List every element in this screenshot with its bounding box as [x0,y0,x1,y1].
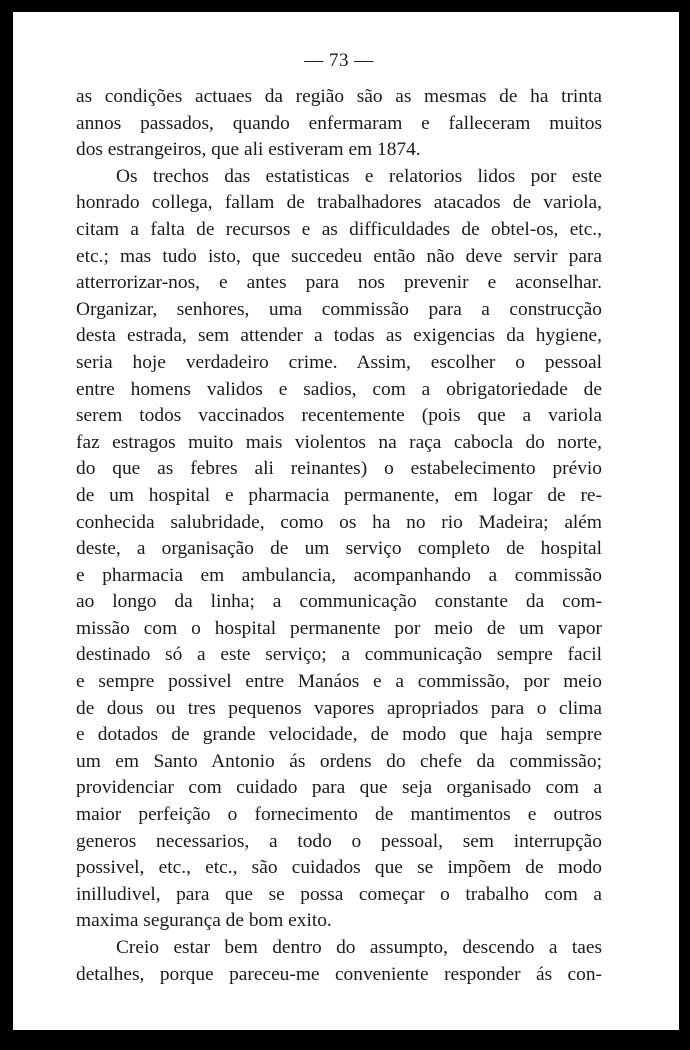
text-line: faz estragos muito mais violentos na raça cabocla do norte, [76,431,602,453]
text-line: etc.; mas tudo isto, que succedeu então não deve servir para [76,245,602,267]
page-number: — 73 — [304,50,374,71]
text-line: de dous ou tres pequenos vapores apropriados para o clima [76,697,602,719]
text-line: maior perfeição o fornecimento de mantimentos e outros [76,804,602,826]
text-line: as condições actuaes da região são as mesmas de ha trinta [76,86,602,107]
text-line: Creio estar bem dentro do assumpto, descendo a taes [116,937,602,958]
text-line: honrado collega, fallam de trabalhadores atacados de variola, [76,192,602,214]
text-line: seria hoje verdadeiro crime. Assim, escolher o pessoal [76,351,602,373]
text-line: possivel, etc., etc., são cuidados que se impõem de modo [76,857,602,879]
text-line: ao longo da linha; a communicação constante da com- [76,591,602,613]
paragraph-2 [76,164,602,935]
text-line: annos passados, quando enfermaram e falleceram muitos [76,112,602,134]
text-line: maxima segurança de bom exito. [76,910,332,932]
text-line: serem todos vaccinados recentemente (pois que a variola [76,405,602,427]
text-line: conhecida salubridade, como os ha no rio Madeira; além [76,511,602,533]
text-line: citam a falta de recursos e as difficuldades de obtel-os, etc., [76,218,602,240]
text-line: e dotados de grande velocidade, de modo que haja sempre [76,724,602,746]
text-line: detalhes, porque pareceu-me conveniente responder ás con- [76,963,602,985]
text-line: do que as febres ali reinantes) o estabelecimento prévio [76,458,602,480]
text-line: inilludivel, para que se possa começar o trabalho com a [76,883,602,905]
text-line: um em Santo Antonio ás ordens do chefe da commissão; [76,750,602,772]
paragraph-3 [76,935,602,988]
text-line: missão com o hospital permanente por meio de um vapor [76,617,602,639]
text-line: generos necessarios, a todo o pessoal, sem interrupção [76,830,602,852]
document-page [76,48,602,988]
text-line: destinado só a este serviço; a communicação sempre facil [76,644,602,666]
text-line: e pharmacia em ambulancia, acompanhando a commissão [76,564,602,586]
text-line: providenciar com cuidado para que seja organisado com a [76,777,602,799]
text-line: deste, a organisação de um serviço completo de hospital [76,538,602,560]
paragraph-1 [76,84,602,164]
text-line: desta estrada, sem attender a todas as exigencias da hygiene, [76,325,602,347]
text-line: atterrorizar-nos, e antes para nos prevenir e aconselhar. [76,272,602,294]
text-line: e sempre possivel entre Manáos e a commissão, por meio [76,671,602,693]
text-line: entre homens validos e sadios, com a obrigatoriedade de [76,378,602,400]
text-line: de um hospital e pharmacia permanente, em logar de re- [76,484,602,506]
text-line: dos estrangeiros, que ali estiveram em 1874. [76,139,421,161]
text-line: Organizar, senhores, uma commissão para a construcção [76,298,602,320]
text-line: Os trechos das estatisticas e relatorios lidos por este [116,165,602,187]
